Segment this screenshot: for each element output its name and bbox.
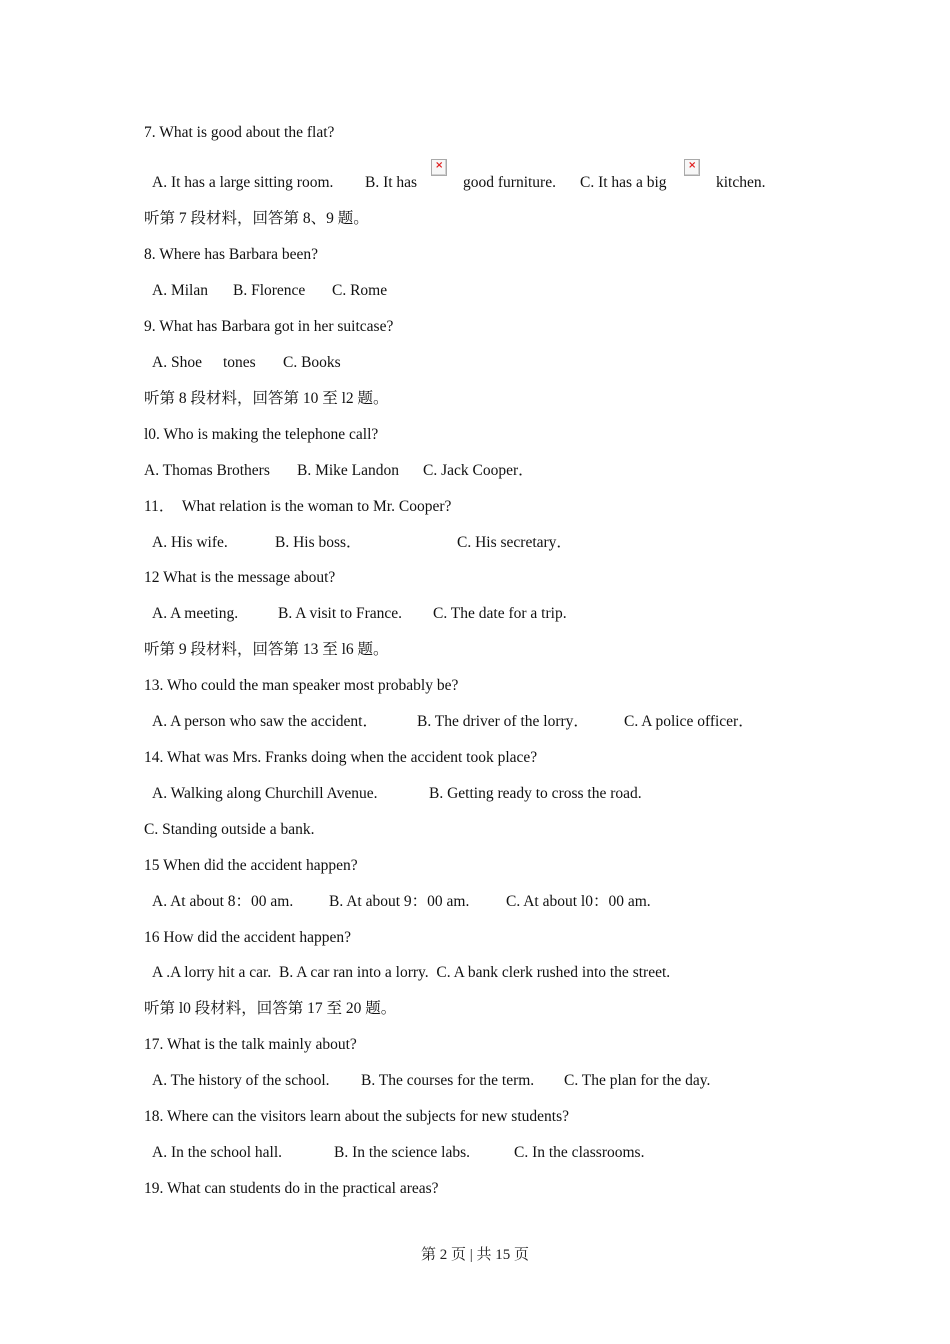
option-b: B. Florence — [233, 282, 306, 299]
question-12: 12 What is the message about? — [144, 569, 336, 586]
option-a: A. A meeting. — [152, 605, 239, 622]
question-11: 11． What relation is the woman to Mr. Cooper? — [144, 498, 452, 515]
question-17: 17. What is the talk mainly about? — [144, 1036, 357, 1053]
option-b: B. The courses for the term. — [361, 1072, 535, 1089]
section-heading-10: 听第 l0 段材料，回答第 17 至 20 题。 — [144, 1000, 397, 1017]
option-b: B. In the science labs. — [334, 1144, 471, 1161]
option-c: C. Rome — [332, 282, 388, 299]
option-c: C. In the classrooms. — [514, 1144, 645, 1161]
section-heading-9: 听第 9 段材料，回答第 13 至 l6 题。 — [144, 641, 389, 658]
option-a: A. A person who saw the accident． — [152, 713, 378, 730]
question-7: 7. What is good about the flat? — [144, 124, 335, 141]
option-b: B. Getting ready to cross the road. — [429, 785, 642, 802]
option-a: A. Milan — [152, 282, 208, 299]
option-b-suffix: good furniture. — [463, 174, 556, 191]
option-c: C. Books — [283, 354, 341, 371]
option-a: A. Walking along Churchill Avenue. — [152, 785, 378, 802]
option-b: B. The driver of the lorry． — [417, 713, 589, 730]
question-8: 8. Where has Barbara been? — [144, 246, 318, 263]
question-15: 15 When did the accident happen? — [144, 857, 358, 874]
question-14: 14. What was Mrs. Franks doing when the accident took place? — [144, 749, 538, 766]
option-a: A. In the school hall. — [152, 1144, 283, 1161]
option-b: B. His boss． — [275, 534, 362, 551]
question-18: 18. Where can the visitors learn about the subjects for new students? — [144, 1108, 569, 1125]
question-19: 19. What can students do in the practical areas? — [144, 1180, 439, 1197]
option-b: B. At about 9：00 am. — [329, 893, 470, 910]
option-c: C. A police officer． — [624, 713, 754, 730]
option-a: A. The history of the school. — [152, 1072, 330, 1089]
option-c: C. Jack Cooper． — [423, 462, 534, 479]
option-c-suffix: kitchen. — [716, 174, 766, 191]
section-heading-7: 听第 7 段材料，回答第 8、9 题。 — [144, 210, 369, 227]
page-indicator: 第 2 页 | 共 15 页 — [420, 1247, 529, 1263]
option-b: B. Mike Landon — [297, 462, 400, 479]
question-16-options: A .A lorry hit a car. B. A car ran into a lorry. C. A bank clerk rushed into the street. — [152, 964, 671, 981]
option-c: C. His secretary． — [457, 534, 572, 551]
question-10: l0. Who is making the telephone call? — [144, 426, 379, 443]
option-c: C. The plan for the day. — [564, 1072, 711, 1089]
option-c: C. The date for a trip. — [433, 605, 567, 622]
option-b: B. A visit to France. — [278, 605, 402, 622]
broken-image-icon: × — [431, 159, 447, 176]
question-13: 13. Who could the man speaker most probably be? — [144, 677, 459, 694]
option-c-prefix: C. It has a big — [580, 174, 667, 191]
section-heading-8: 听第 8 段材料，回答第 10 至 l2 题。 — [144, 390, 389, 407]
option-a: A. His wife. — [152, 534, 228, 551]
option-b-prefix: B. It has — [365, 174, 418, 191]
question-16: 16 How did the accident happen? — [144, 929, 352, 946]
option-a: A. Shoe — [152, 354, 202, 371]
option-c: C. At about l0：00 am. — [506, 893, 651, 910]
option-b: tones — [223, 354, 256, 371]
broken-image-icon: × — [684, 159, 700, 176]
option-a: A. Thomas Brothers — [144, 462, 270, 479]
option-c: C. Standing outside a bank. — [144, 821, 315, 838]
option-a: A. It has a large sitting room. — [152, 174, 334, 191]
question-9: 9. What has Barbara got in her suitcase? — [144, 318, 394, 335]
option-a: A. At about 8：00 am. — [152, 893, 294, 910]
